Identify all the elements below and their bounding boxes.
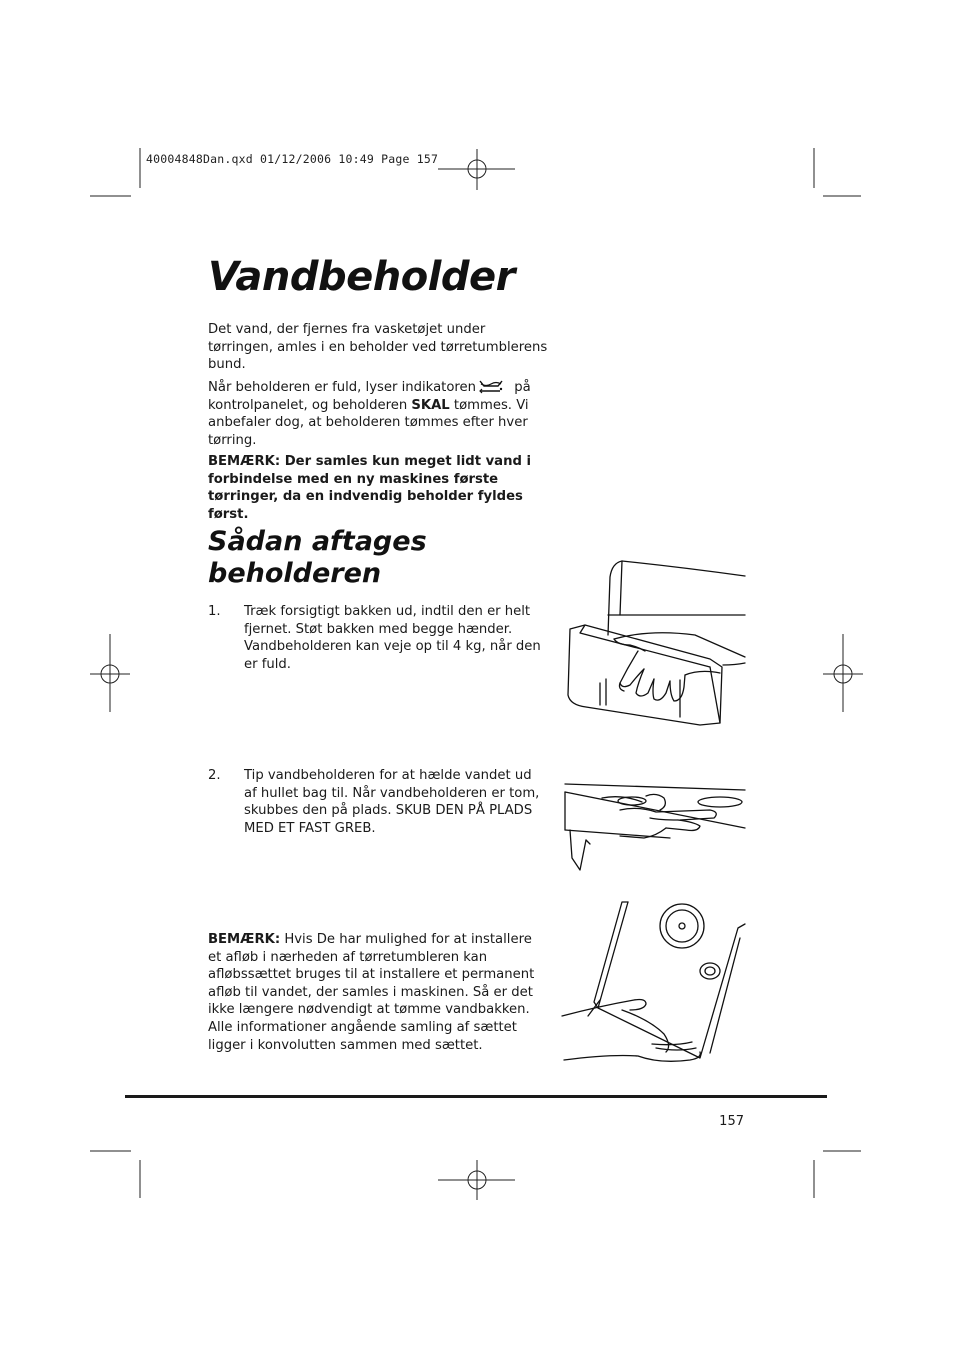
- illustration-carry-container: [560, 898, 750, 1073]
- step-1-text: Træk forsigtigt bakken ud, indtil den er helt fjernet. Støt bakken med begge hænder. Vandbeholderen kan veje op til 4 kg, når den er fuld.: [244, 604, 541, 672]
- indicator-emphasis: SKAL: [411, 397, 450, 413]
- second-note: [208, 931, 548, 1054]
- step-2-text: Tip vandbeholderen for at hælde vandet ud af hullet bag til. Når vandbeholderen er tom, skubbes den på plads. SKUB DEN PÅ PLADS MED ET FAST GREB.: [244, 768, 540, 836]
- illustration-tip-container: [560, 780, 750, 875]
- indicator-text-end: tømmes. Vi anbefaler dog, at beholderen tømmes efter hver tørring.: [208, 397, 529, 448]
- indicator-paragraph: [208, 378, 548, 449]
- container-full-indicator-icon: [478, 378, 504, 394]
- first-note: BEMÆRK: Der samles kun meget lidt vand i forbindelse med en ny maskines første tørringer, da en indvendig beholder fyldes først.: [208, 454, 532, 522]
- second-note-label: BEMÆRK:: [208, 932, 281, 947]
- page-title: Vandbeholder: [208, 254, 515, 300]
- indicator-text-after: på kontrolpanelet, og beholderen: [208, 380, 531, 413]
- footer-rule: [125, 1095, 827, 1098]
- step-1-number: 1.: [208, 604, 221, 619]
- second-note-text: Hvis De har mulighed for at installere et afløb i nærheden af tørretumbleren kan afløbssættet bruges til at installere et permanent afløb til vandet, der samles i maskinen. Så er det ikke længere nødvendigt at tømme vandbakken. Alle informationer angående samling af sættet ligger i konvolutten sammen med sættet.: [208, 932, 535, 1053]
- step-2-number: 2.: [208, 768, 221, 783]
- page-number: 157: [719, 1114, 744, 1129]
- illustration-pull-out-tray: [560, 555, 750, 730]
- intro-paragraph: Det vand, der fjernes fra vasketøjet under tørringen, amles i en beholder ved tørretumblerens bund.: [208, 322, 548, 373]
- print-slug-line: 40004848Dan.qxd 01/12/2006 10:49 Page 157: [146, 152, 439, 166]
- indicator-text-before: Når beholderen er fuld, lyser indikatoren: [208, 380, 477, 395]
- section-subtitle: Sådan aftages beholderen: [208, 526, 427, 589]
